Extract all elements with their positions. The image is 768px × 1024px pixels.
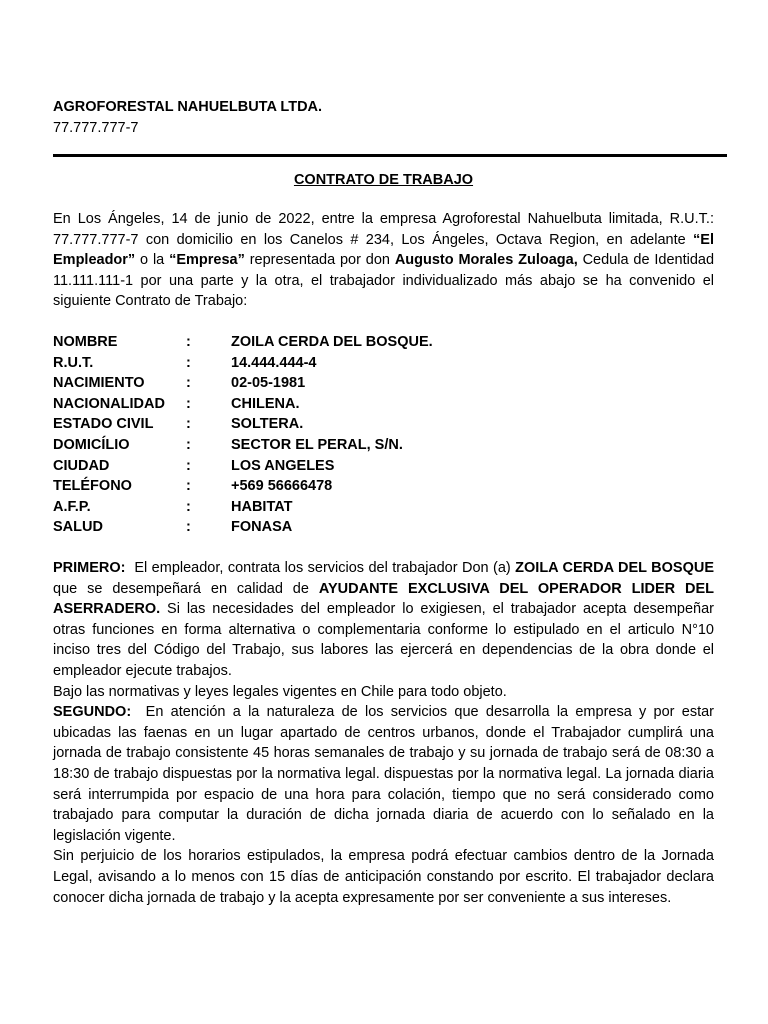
field-value: HABITAT bbox=[231, 498, 293, 515]
field-row bbox=[53, 435, 714, 456]
field-label: DOMICÍLIO bbox=[53, 436, 130, 453]
field-row bbox=[53, 394, 714, 415]
intro-text-4: Cedula de Identidad 11.111.111-1 por una parte y la otra, el trabajador individualizado más abajo se ha convenido el siguiente Contrato de Trabajo: bbox=[53, 252, 715, 310]
clause-segundo bbox=[53, 702, 719, 846]
field-colon: : bbox=[186, 498, 191, 515]
field-colon: : bbox=[186, 478, 191, 495]
field-colon: : bbox=[186, 436, 191, 453]
normativas-line: Bajo las normativas y leyes legales vigentes en Chile para todo objeto. bbox=[53, 683, 507, 700]
worker-fields bbox=[53, 332, 714, 538]
field-value: SECTOR EL PERAL, S/N. bbox=[231, 436, 403, 453]
field-label: NACIMIENTO bbox=[53, 375, 145, 392]
field-row bbox=[53, 414, 714, 435]
field-label: CIUDAD bbox=[53, 457, 110, 474]
company-name: AGROFORESTAL NAHUELBUTA LTDA. bbox=[53, 99, 323, 115]
clause-primero bbox=[53, 558, 714, 682]
field-colon: : bbox=[186, 395, 191, 412]
primero-heading: PRIMERO: bbox=[53, 560, 126, 576]
field-row bbox=[53, 332, 714, 353]
intro-empresa: “Empresa” bbox=[169, 252, 245, 269]
segundo-text: En atención a la naturaleza de los servicios que desarrolla la empresa y por estar ubicadas las faenas en un lugar apartado de centros urbanos, donde el Trabajador cumplirá una jornada de trabajo consistente 45 horas semanales de trabajo y su jornada de trabajo será de 08:30 a 18:30 de trabajo dispuestas por la normativa legal. dispuestas por la normativa legal. La jornada diaria será interrumpida por espacio de una hora para colación, tiempo que no será considerado como trabajado para computar la duración de dicha jornada diaria de acuerdo con lo señalado en la legislación vigente. bbox=[53, 704, 719, 844]
field-label: TELÉFONO bbox=[53, 478, 132, 495]
intro-text-2: o la bbox=[135, 252, 170, 269]
field-label: NOMBRE bbox=[53, 334, 118, 350]
primero-text-3: Si las necesidades del empleador lo exigiesen, el trabajador acepta desempeñar otras funciones en forma alternativa o complementaria conforme lo estipulado en el articulo N°10 inciso tres del Código del Trabajo, sus labores las ejercerá en dependencias de la obra donde el empleador ejecute trabajos. bbox=[53, 601, 714, 679]
document-title: CONTRATO DE TRABAJO bbox=[293, 172, 474, 188]
sin-perjuicio-paragraph: Sin perjuicio de los horarios estipulados, la empresa podrá efectuar cambios dentro de la Jornada Legal, avisando a lo menos con 15 días de anticipación constando por escrito. El trabajador declara conocer dicha jornada de trabajo y la acepta expresamente por ser conveniente a sus intereses. bbox=[53, 848, 714, 906]
field-colon: : bbox=[186, 375, 191, 392]
field-value: ZOILA CERDA DEL BOSQUE. bbox=[231, 334, 433, 350]
field-colon: : bbox=[186, 354, 191, 371]
intro-representante: Augusto Morales Zuloaga, bbox=[394, 252, 578, 269]
field-value: 02-05-1981 bbox=[231, 375, 306, 392]
field-value: FONASA bbox=[231, 519, 293, 536]
primero-text-1: El empleador, contrata los servicios del trabajador Don (a) bbox=[125, 560, 516, 576]
field-colon: : bbox=[186, 416, 191, 433]
field-value: SOLTERA. bbox=[231, 416, 304, 433]
field-value: +569 56666478 bbox=[231, 478, 333, 495]
field-label: ESTADO CIVIL bbox=[53, 416, 154, 433]
intro-paragraph bbox=[53, 209, 714, 312]
intro-text-3: representada por don bbox=[244, 252, 395, 269]
field-colon: : bbox=[186, 457, 191, 474]
field-value: LOS ANGELES bbox=[231, 457, 335, 474]
field-label: SALUD bbox=[53, 519, 103, 536]
header-divider bbox=[53, 154, 727, 157]
field-row bbox=[53, 517, 714, 538]
field-colon: : bbox=[186, 334, 191, 350]
primero-worker-name: ZOILA CERDA DEL BOSQUE bbox=[515, 560, 714, 576]
field-colon: : bbox=[186, 519, 191, 536]
field-row bbox=[53, 456, 714, 477]
field-value: CHILENA. bbox=[231, 395, 300, 412]
field-label: R.U.T. bbox=[53, 354, 94, 371]
field-row bbox=[53, 353, 714, 374]
primero-job-title: AYUDANTE EXCLUSIVA DEL OPERADOR LIDER DEL ASERRADERO. bbox=[53, 580, 715, 618]
field-label: A.F.P. bbox=[53, 498, 91, 515]
field-row bbox=[53, 497, 714, 518]
field-label: NACIONALIDAD bbox=[53, 395, 165, 412]
field-value: 14.444.444-4 bbox=[231, 354, 317, 371]
intro-el-empleador: “El Empleador” bbox=[53, 231, 714, 269]
segundo-heading: SEGUNDO: bbox=[53, 704, 132, 721]
company-header bbox=[53, 97, 322, 139]
contract-clauses bbox=[53, 558, 719, 908]
intro-text-1: En Los Ángeles, 14 de junio de 2022, entre la empresa Agroforestal Nahuelbuta limitada, R.U.T.: 77.777.777-7 con domicilio en los Canelos # 234, Los Ángeles, Octava Region, en adelante bbox=[53, 211, 714, 248]
field-row bbox=[53, 476, 714, 497]
field-row bbox=[53, 373, 714, 394]
primero-text-2: que se desempeñará en calidad de bbox=[53, 580, 319, 597]
company-rut: 77.777.777-7 bbox=[53, 120, 139, 136]
